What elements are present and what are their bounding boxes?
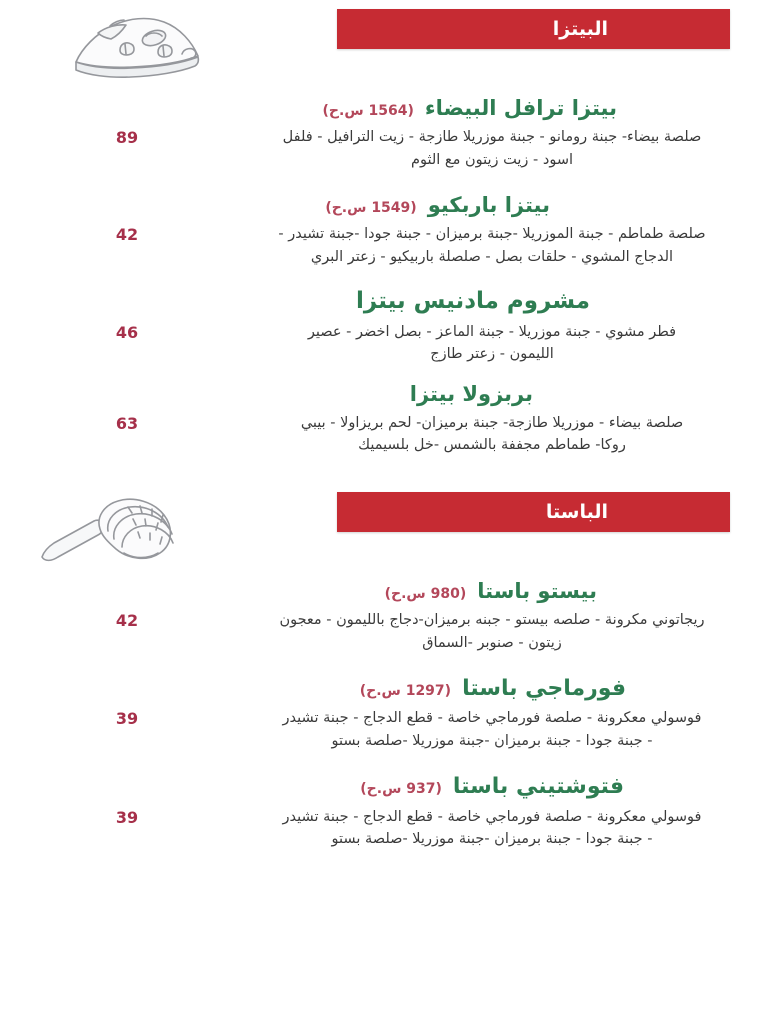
menu-item-price: 89 [115, 128, 139, 148]
menu-item-title: بيتزا باربكيو [427, 193, 550, 218]
menu-item-body [0, 707, 730, 752]
menu-item-title: فتوشتيني باستا [452, 774, 624, 800]
menu-item-description-line: فوسولي معكرونة - صلصة فورماجي خاصة - قطع الدجاج - جبنة تشيدر [282, 710, 702, 727]
menu-item-description-line: روكا- طماطم مجففة بالشمس -خل بلسيميك [358, 437, 626, 454]
menu-item-title: مشروم مادنيس بيتزا [356, 288, 590, 315]
menu-item-description [254, 806, 730, 851]
menu-item-description-line: الدجاج المشوي - حلقات بصل - صلصلة باربيكيو - زعتر البري [310, 248, 674, 265]
menu-item-description-line: الليمون - زعتر طازج [430, 346, 554, 363]
menu-item-calories: (937 س.ح) [360, 781, 442, 798]
menu-item-description [254, 707, 730, 752]
menu-section-pizza [0, 0, 768, 457]
menu-item-title: بيتزا ترافل البيضاء [424, 96, 617, 120]
menu-item-description-line: صلصة طماطم - جبنة الموزريلا -جبنة برميزان - جبنة جودا -جبنة تشيدر - [278, 226, 706, 243]
menu-item-price: 42 [115, 225, 139, 245]
menu-item-price-cell [0, 609, 254, 630]
menu-item-price-cell [0, 707, 254, 728]
menu-section-pasta [0, 483, 768, 851]
menu-item[interactable] [0, 774, 768, 850]
section-header-pasta [0, 483, 768, 579]
menu-item-description-line: اسود - زيت زيتون مع الثوم [410, 151, 573, 168]
menu-item-price-cell [0, 412, 254, 433]
menu-item-calories: (1549 س.ح) [325, 200, 417, 217]
menu-item-description-line: فوسولي معكرونة - صلصة فورماجي خاصة - قطع الدجاج - جبنة تشيدر [282, 808, 702, 825]
menu-item-title-row [0, 579, 597, 604]
menu-item-title-row [0, 193, 550, 218]
menu-item-description [254, 126, 730, 171]
menu-item-body [0, 321, 730, 366]
pizza-slice-icon [62, 0, 222, 96]
menu-item-title-row [0, 96, 617, 121]
fork-with-pasta-icon [28, 485, 208, 581]
menu-item-description-line: - جبنة جودا - جبنة برميزان -جبنة موزريلا -صلصة بستو [331, 831, 653, 848]
menu-item-calories: (1564 س.ح) [322, 103, 414, 119]
menu-item-price-cell [0, 806, 254, 827]
menu-item-price-cell [0, 126, 254, 147]
menu-item-price-cell [0, 223, 254, 244]
menu-item-description-line: فطر مشوي - جبنة موزريلا - جبنة الماعز - بصل اخضر - عصير [307, 323, 677, 340]
menu-item-title-row [0, 382, 533, 407]
menu-item[interactable] [0, 96, 768, 171]
section-header-pizza [0, 0, 768, 96]
menu-item-body [0, 609, 730, 654]
menu-item-description-line: زيتون - صنوبر -السماق [422, 634, 562, 651]
menu-item[interactable] [0, 288, 768, 366]
menu-item-body [0, 126, 730, 171]
menu-item-title: بيستو باستا [477, 578, 597, 603]
menu-item-body [0, 806, 730, 851]
section-banner-pasta [337, 492, 730, 532]
menu-item-price: 39 [115, 709, 139, 729]
menu-item-price: 63 [115, 413, 139, 433]
menu-item-description [254, 609, 730, 654]
menu-item-description-line: - جبنة جودا - جبنة برميزان -جبنة موزريلا -صلصة بستو [331, 732, 653, 749]
menu-item-description [254, 321, 730, 366]
section-banner-pizza [337, 9, 730, 49]
menu-item[interactable] [0, 676, 768, 752]
menu-item-price: 39 [115, 807, 139, 827]
item-list-pasta [0, 579, 768, 851]
item-list-pizza [0, 96, 768, 457]
section-banner-title-pizza: البيتزا [552, 18, 608, 40]
menu-item-description [254, 223, 730, 268]
menu-item-title: فورماجي باستا [462, 676, 626, 702]
menu-item-description-line: صلصة بيضاء- جبنة رومانو - جبنة موزريلا طازجة - زيت الترافيل - فلفل [282, 129, 702, 146]
menu-item-title-row [0, 676, 626, 702]
menu-item-price: 46 [115, 322, 139, 342]
menu-item[interactable] [0, 382, 768, 457]
menu-item-calories: (1297 س.ح) [359, 683, 452, 700]
menu-item-body [0, 412, 730, 457]
menu-item-body [0, 223, 730, 268]
menu-item[interactable] [0, 193, 768, 268]
menu-item-description [254, 412, 730, 457]
menu-item-price-cell [0, 321, 254, 342]
menu-item-description-line: صلصة بيضاء - موزريلا طازجة- جبنة برميزان- لحم بريزاولا - بيبي [300, 414, 684, 431]
menu-item-title: بربزولا بيتزا [409, 381, 533, 406]
menu-item-description-line: ريجاتوني مكرونة - صلصه بيستو - جبنه برميزان-دجاج بالليمون - معجون [279, 612, 705, 629]
menu-item-price: 42 [115, 611, 139, 631]
menu-item[interactable] [0, 579, 768, 654]
menu-item-calories: (980 س.ح) [384, 585, 467, 602]
section-banner-title-pasta: الباستا [545, 500, 608, 523]
menu-item-title-row [0, 774, 624, 800]
menu-item-title-row [0, 288, 590, 316]
